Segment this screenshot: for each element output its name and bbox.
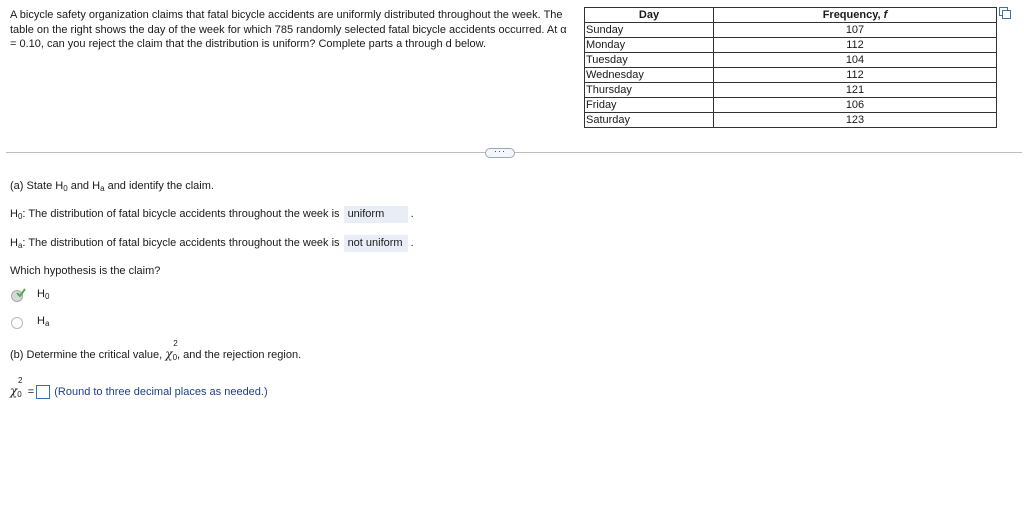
copy-table-icon[interactable] xyxy=(999,7,1011,19)
claim-question: Which hypothesis is the claim? xyxy=(10,265,161,277)
option-label: H xyxy=(37,315,45,327)
rounding-hint: (Round to three decimal places as needed.) xyxy=(54,386,268,398)
part-b-prompt xyxy=(10,339,302,362)
part-b-prompt-text: , and the rejection region. xyxy=(177,349,302,361)
table-row xyxy=(585,83,997,98)
option-h0-label[interactable] xyxy=(37,288,49,301)
day-cell: Saturday xyxy=(585,113,714,128)
part-a-prompt-text: and identify the claim. xyxy=(104,180,214,192)
ha-label: H xyxy=(10,237,18,249)
option-label: H xyxy=(37,288,45,300)
frequency-cell: 107 xyxy=(714,23,997,38)
part-b-prompt-text: (b) Determine the critical value, xyxy=(10,349,166,361)
day-cell: Thursday xyxy=(585,83,714,98)
equals-sign: = xyxy=(27,386,35,398)
day-cell: Tuesday xyxy=(585,53,714,68)
part-a-prompt-text: and H xyxy=(67,180,101,192)
critical-value-answer-line xyxy=(10,376,268,399)
subscript: 0 xyxy=(44,292,50,301)
frequency-cell: 104 xyxy=(714,53,997,68)
subscript: 0 xyxy=(172,353,178,362)
superscript: 2 xyxy=(173,339,178,348)
critical-value-input[interactable] xyxy=(36,385,50,399)
subscript: 0 xyxy=(17,212,23,221)
table-row xyxy=(585,98,997,113)
subscript: 0 xyxy=(17,390,22,399)
subscript: a xyxy=(17,241,23,250)
table-row xyxy=(585,23,997,38)
header-frequency: Frequency, f xyxy=(714,8,997,23)
alternative-hypothesis-line xyxy=(10,235,414,252)
part-a-prompt-text: (a) State H xyxy=(10,180,64,192)
table-row xyxy=(585,68,997,83)
table-row xyxy=(585,38,997,53)
ha-text: : The distribution of fatal bicycle accidents throughout the week is xyxy=(22,237,340,249)
period: . xyxy=(410,237,414,249)
chi-symbol: χ xyxy=(165,347,173,361)
radio-ha[interactable] xyxy=(11,317,23,329)
period: . xyxy=(410,208,414,220)
day-cell: Friday xyxy=(585,98,714,113)
h0-text: : The distribution of fatal bicycle accidents throughout the week is xyxy=(22,208,340,220)
more-options-button[interactable]: ··· xyxy=(485,148,515,158)
null-hypothesis-line xyxy=(10,206,414,223)
option-ha-label[interactable] xyxy=(37,315,49,328)
problem-statement: A bicycle safety organization claims that fatal bicycle accidents are uniformly distributed throughout the week. The table on the right shows the day of the week for which 785 randomly selected fatal bicycle accidents occurred. At α = 0.10, can you reject the claim that the distribution is uniform? Complete parts a through d below. xyxy=(10,9,567,50)
header-day: Day xyxy=(585,8,714,23)
subscript: a xyxy=(44,319,50,328)
chi-symbol: χ xyxy=(10,384,18,398)
frequency-cell: 112 xyxy=(714,38,997,53)
part-a-prompt xyxy=(10,180,214,193)
h0-answer-field[interactable]: uniform xyxy=(344,206,408,223)
frequency-cell: 121 xyxy=(714,83,997,98)
frequency-cell: 106 xyxy=(714,98,997,113)
superscript: 2 xyxy=(18,376,23,385)
frequency-cell: 112 xyxy=(714,68,997,83)
day-cell: Sunday xyxy=(585,23,714,38)
checkmark-icon xyxy=(16,288,26,298)
day-cell: Monday xyxy=(585,38,714,53)
subscript: a xyxy=(100,184,105,193)
ha-answer-field[interactable]: not uniform xyxy=(344,235,408,252)
h0-label: H xyxy=(10,208,18,220)
frequency-table xyxy=(584,7,997,128)
day-cell: Wednesday xyxy=(585,68,714,83)
table-row xyxy=(585,53,997,68)
table-row xyxy=(585,113,997,128)
subscript: 0 xyxy=(63,184,68,193)
frequency-cell: 123 xyxy=(714,113,997,128)
